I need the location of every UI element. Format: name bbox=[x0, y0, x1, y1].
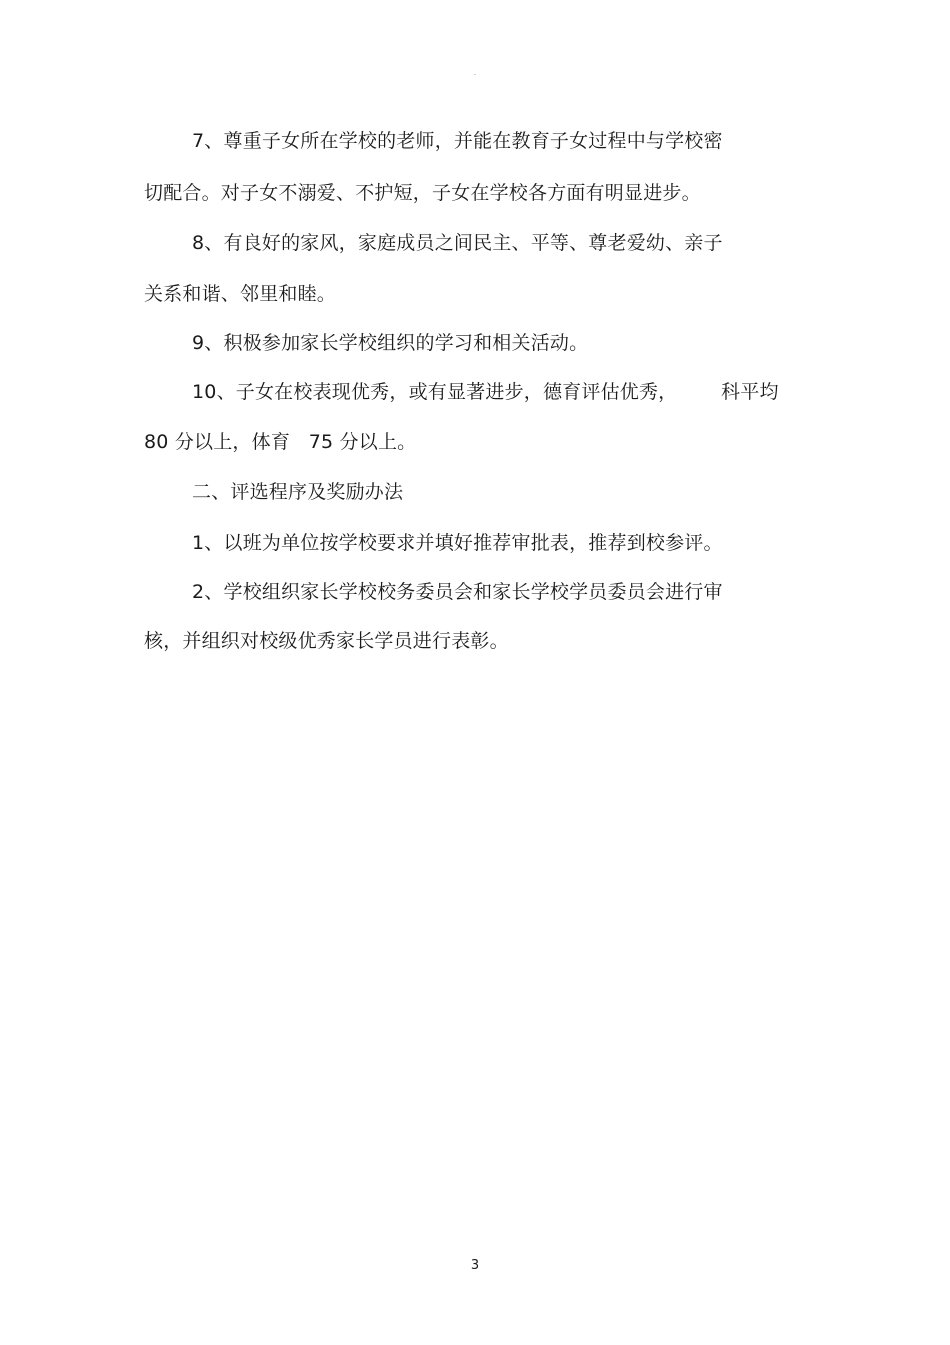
paragraph-line: 7、尊重子女所在学校的老师，并能在教育子女过程中与学校密 bbox=[192, 130, 723, 152]
paragraph-line: 10、子女在校表现优秀，或有显著进步，德育评估优秀， 科平均 bbox=[192, 381, 779, 403]
header-mark: . bbox=[473, 68, 477, 77]
paragraph-line: 80 分以上，体育 75 分以上。 bbox=[144, 431, 417, 453]
page-number: 3 bbox=[470, 1258, 480, 1273]
paragraph-line: 切配合。对子女不溺爱、不护短，子女在学校各方面有明显进步。 bbox=[144, 182, 701, 204]
paragraph-line: 8、有良好的家风，家庭成员之间民主、平等、尊老爱幼、亲子 bbox=[192, 232, 723, 254]
paragraph-line: 核，并组织对校级优秀家长学员进行表彰。 bbox=[144, 630, 509, 652]
paragraph-line: 1、以班为单位按学校要求并填好推荐审批表，推荐到校参评。 bbox=[192, 532, 723, 554]
paragraph-line: 2、学校组织家长学校校务委员会和家长学校学员委员会进行审 bbox=[192, 581, 723, 603]
section-heading: 二、评选程序及奖励办法 bbox=[192, 481, 404, 503]
paragraph-line: 9、积极参加家长学校组织的学习和相关活动。 bbox=[192, 332, 589, 354]
paragraph-line: 关系和谐、邻里和睦。 bbox=[144, 283, 337, 305]
